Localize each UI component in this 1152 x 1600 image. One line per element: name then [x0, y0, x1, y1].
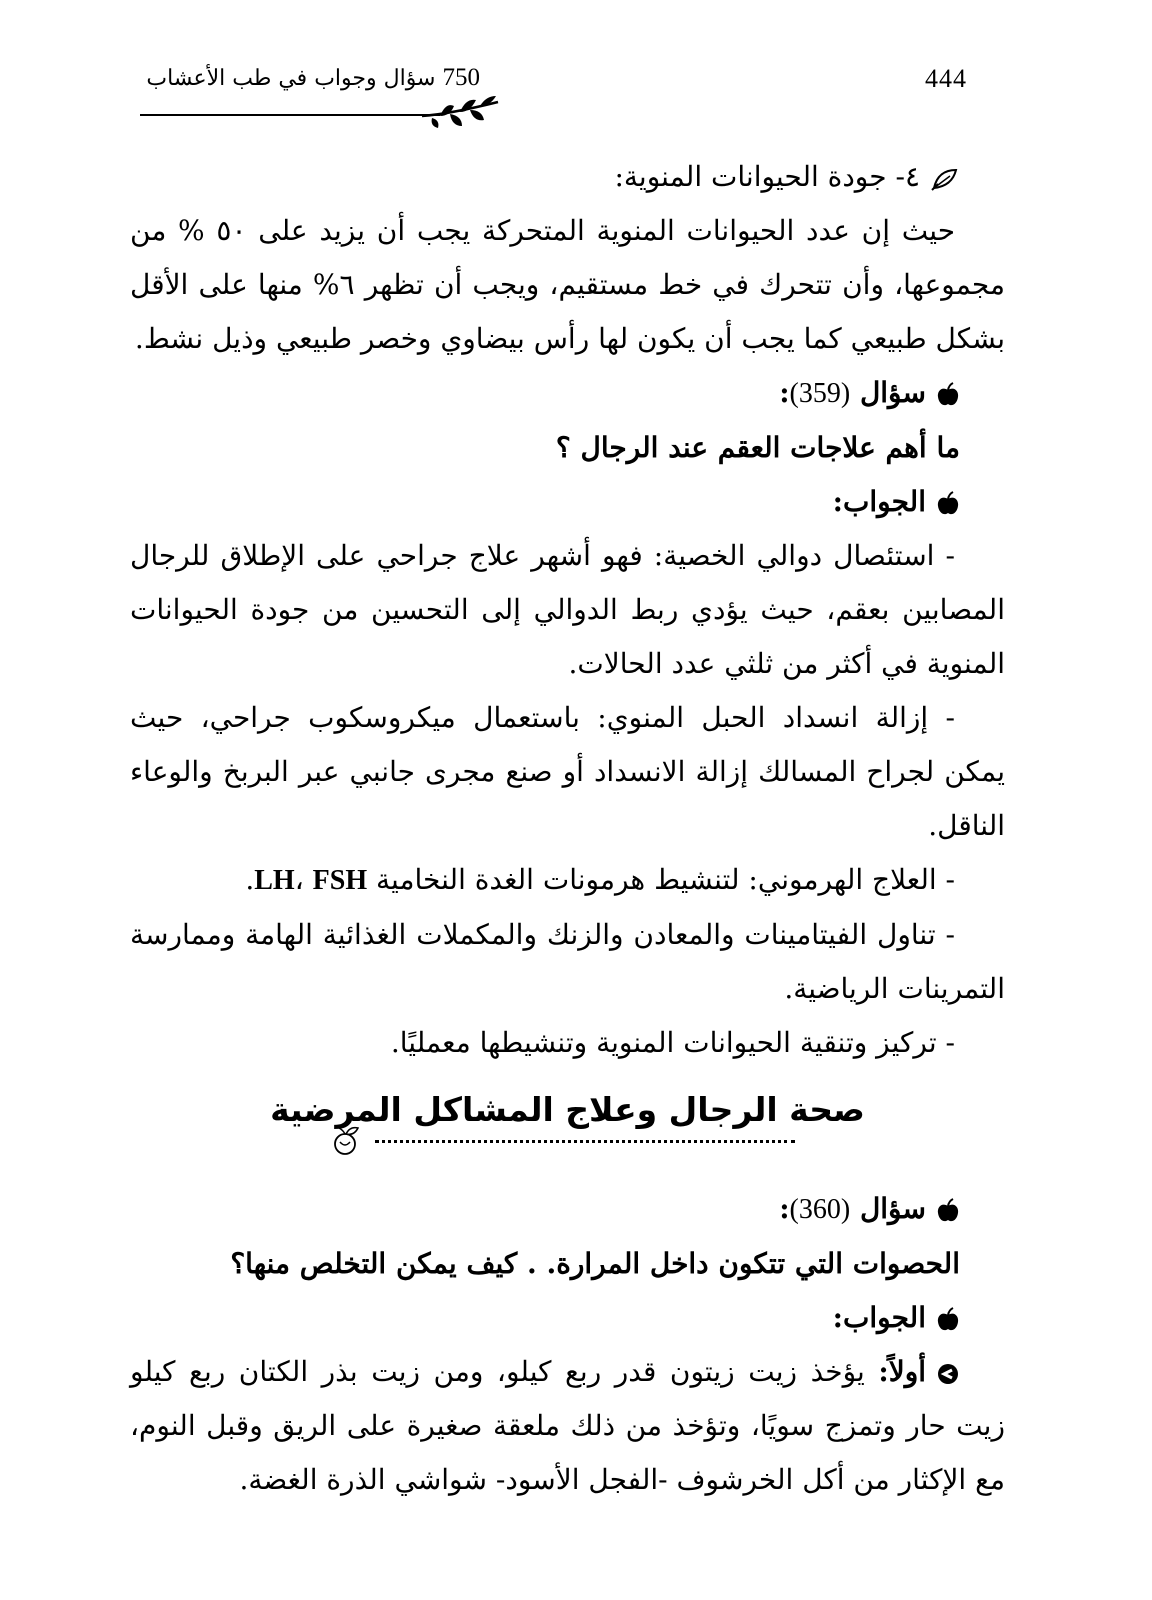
question-text: الحصوات التي تتكون داخل المرارة. . كيف يمكن التخلص منها؟ [230, 1247, 960, 1280]
question-colon: : [779, 376, 790, 409]
page-number: 444 [925, 64, 967, 93]
answer-bullet: - إزالة انسداد الحبل المنوي: باستعمال ميكروسكوب جراحي، حيث يمكن لجراح المسالك إزالة الانسداد أو صنع مجرى جانبي عبر البربخ والوعاء الناقل. [130, 701, 1005, 842]
page-content [130, 150, 1005, 1507]
apple-icon [936, 382, 960, 408]
apple-icon [936, 1307, 960, 1333]
page-header [140, 62, 985, 132]
question-text: ما أهم علاجات العقم عند الرجال ؟ [555, 431, 960, 464]
question-number: (360) [789, 1194, 851, 1225]
leaf-icon [930, 166, 960, 192]
answer-first-point [130, 1345, 1005, 1507]
answer-bullet-hormonal [130, 853, 1005, 908]
fruit-ornament-icon [330, 1124, 364, 1158]
question-number: (359) [789, 378, 851, 409]
running-title-number: 750 [442, 64, 480, 91]
hormonal-end: . [245, 863, 255, 896]
circle-arrow-icon [936, 1362, 960, 1386]
item-paragraph: حيث إن عدد الحيوانات المنوية المتحركة يجب أن يزيد على ٥٠ % من مجموعها، وأن تتحرك في خط مستقيم، ويجب أن تظهر ٦% منها على الأقل بشكل طبيعي كما يجب أن يكون لها رأس بيضاوي وخصر طبيعي وذيل نشط. [130, 214, 1005, 355]
answer-bullet: - تناول الفيتامينات والمعادن والزنك والمكملات الغذائية الهامة وممارسة التمرينات الرياضية. [130, 918, 1005, 1005]
answer-label [130, 1291, 1005, 1345]
answer-bullet: - استئصال دوالي الخصية: فهو أشهر علاج جراحي على الإطلاق للرجال المصابين بعقم، حيث يؤدي ربط الدوالي إلى التحسين من جودة الحيوانات المنوية في أكثر من ثلثي عدد الحالات. [130, 539, 1005, 680]
dotted-rule [375, 1140, 795, 1143]
answer-bullet: - تركيز وتنقية الحيوانات المنوية وتنشيطها معمليًا. [390, 1026, 955, 1059]
answer-label-text: الجواب: [832, 485, 926, 518]
question-colon: : [779, 1192, 790, 1225]
item-heading-text: ٤- جودة الحيوانات المنوية: [614, 160, 920, 193]
apple-icon [936, 491, 960, 517]
running-title [140, 64, 480, 92]
question-label [130, 366, 1005, 421]
apple-icon [936, 1198, 960, 1224]
hormone-lh: LH [254, 865, 295, 896]
leaf-branch-ornament-icon [420, 92, 500, 132]
answer-label-text: الجواب: [832, 1301, 926, 1334]
first-point-label: أولاً: [878, 1355, 926, 1388]
hormone-fsh: FSH [312, 865, 368, 896]
hormone-separator: ، [294, 863, 313, 896]
question-word: سؤال [859, 376, 926, 409]
header-rule [140, 114, 440, 116]
first-point-text: يؤخذ زيت زيتون قدر ربع كيلو، ومن زيت بذر الكتان ربع كيلو زيت حار وتمزج سويًا، وتؤخذ من ذلك ملعقة صغيرة على الريق وقبل النوم، مع الإكثار من أكل الخرشوف -الفجل الأسود- شواشي الذرة الغضة. [130, 1355, 1005, 1496]
answer-label [130, 475, 1005, 529]
item-heading [130, 150, 1005, 204]
section-divider [130, 1138, 1005, 1176]
running-title-text: سؤال وجواب في طب الأعشاب [146, 66, 443, 91]
question-label [130, 1182, 1005, 1237]
hormonal-prefix: - العلاج الهرموني: لتنشيط هرمونات الغدة النخامية [367, 863, 955, 896]
section-title: صحة الرجال وعلاج المشاكل المرضية [270, 1090, 865, 1129]
question-word: سؤال [859, 1192, 926, 1225]
